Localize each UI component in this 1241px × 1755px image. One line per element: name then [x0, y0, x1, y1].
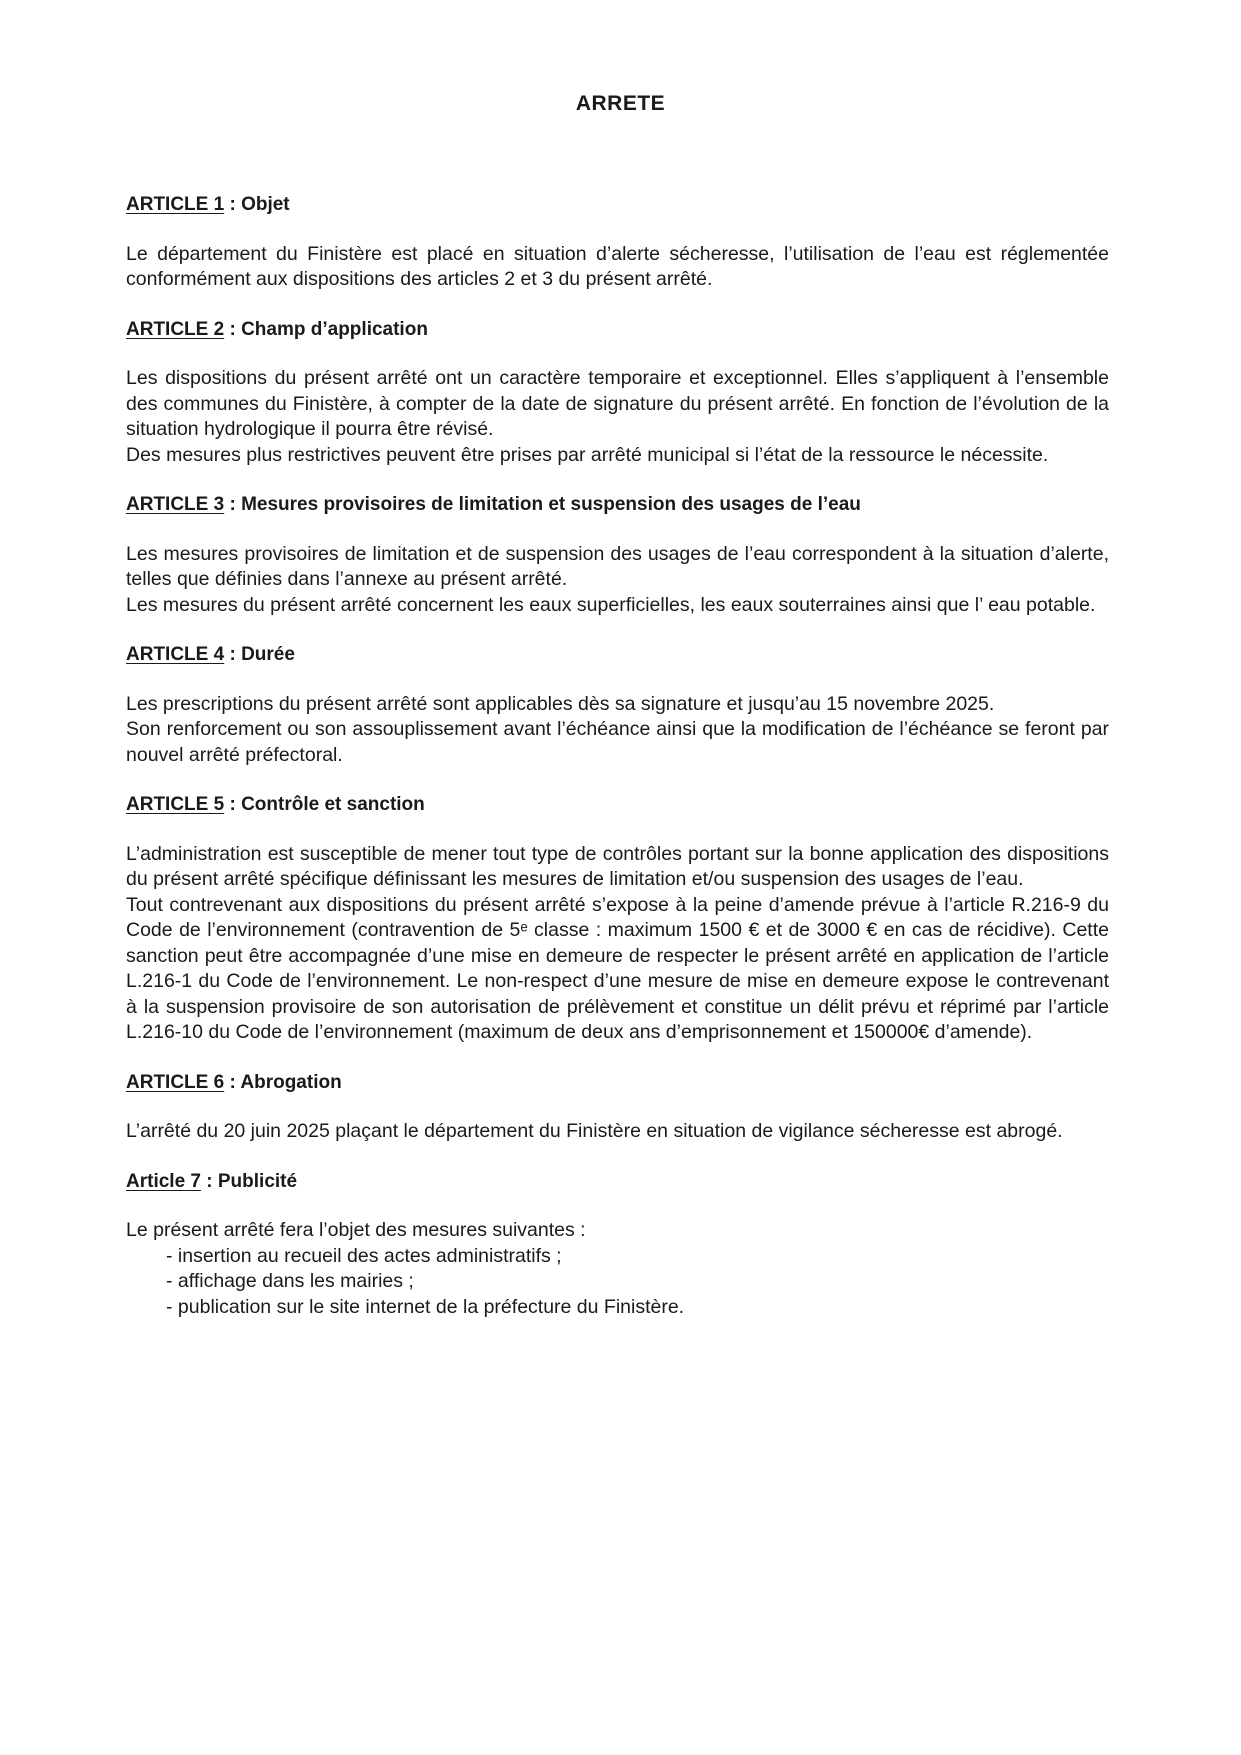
- article-name: Durée: [241, 644, 295, 665]
- article-paragraph: Le département du Finistère est placé en situation d’alerte sécheresse, l’utilisation de l’eau est réglementée conformément aux dispositions des articles 2 et 3 du présent arrêté.: [126, 242, 1109, 290]
- article-3: [126, 492, 1109, 618]
- article-paragraph: L’administration est susceptible de mener tout type de contrôles portant sur la bonne application des dispositions du présent arrêté spécifique définissant les mesures de limitation et/ou suspension des usages de l’eau.: [126, 842, 1109, 890]
- article-number: ARTICLE 5: [126, 794, 225, 815]
- article-number: ARTICLE 3: [126, 494, 225, 515]
- article-heading: [126, 317, 1109, 343]
- article-paragraph: Les mesures du présent arrêté concernent les eaux superficielles, les eaux souterraines ainsi que l’ eau potable.: [126, 593, 1096, 616]
- article-paragraph: Les mesures provisoires de limitation et de suspension des usages de l’eau correspondent à la situation d’alerte, telles que définies dans l’annexe au présent arrêté.: [126, 542, 1109, 590]
- article-paragraph: Le présent arrêté fera l’objet des mesures suivantes :: [126, 1219, 586, 1241]
- article-name: Mesures provisoires de limitation et suspension des usages de l’eau: [241, 494, 861, 515]
- article-separator: :: [224, 194, 242, 215]
- article-number: ARTICLE 2: [126, 318, 225, 340]
- article-number: ARTICLE 6: [126, 1071, 225, 1093]
- document-body: [126, 192, 1109, 1320]
- article-number: ARTICLE 1: [126, 194, 225, 215]
- article-1: [126, 192, 1109, 293]
- article-4: [126, 642, 1109, 768]
- article-paragraph: Des mesures plus restrictives peuvent être prises par arrêté municipal si l’état de la ressource le nécessite.: [126, 443, 1049, 466]
- list-item: - publication sur le site internet de la préfecture du Finistère.: [166, 1295, 685, 1318]
- article-heading: [126, 1070, 1109, 1096]
- article-number: ARTICLE 4: [126, 644, 225, 665]
- article-heading: [126, 642, 1109, 668]
- article-separator: :: [200, 1170, 218, 1192]
- article-number: Article 7: [126, 1170, 201, 1192]
- list-item: - insertion au recueil des actes administratifs ;: [166, 1244, 562, 1267]
- article-paragraph: L’arrêté du 20 juin 2025 plaçant le département du Finistère en situation de vigilance sécheresse est abrogé.: [126, 1120, 1063, 1142]
- article-name: Champ d’application: [241, 318, 428, 340]
- article-name: Publicité: [217, 1170, 298, 1192]
- article-paragraph: Les prescriptions du présent arrêté sont applicables dès sa signature et jusqu’au 15 novembre 2025.: [126, 692, 995, 715]
- article-name: Abrogation: [240, 1071, 342, 1093]
- article-name: Objet: [241, 194, 290, 215]
- article-6: [126, 1070, 1109, 1145]
- publicity-list: [126, 1244, 1109, 1321]
- article-separator: :: [224, 1071, 241, 1093]
- article-separator: :: [224, 318, 242, 340]
- article-2: [126, 317, 1109, 469]
- article-7: [126, 1169, 1109, 1321]
- article-paragraph: Son renforcement ou son assouplissement avant l’échéance ainsi que la modification de l’échéance se feront par nouvel arrêté préfectoral.: [126, 718, 1109, 766]
- article-separator: :: [224, 794, 242, 815]
- article-heading: [126, 792, 1109, 818]
- article-separator: :: [224, 494, 242, 515]
- article-name: Contrôle et sanction: [241, 794, 425, 815]
- article-heading: [126, 1169, 1109, 1195]
- article-heading: [126, 192, 1109, 218]
- list-item: - affichage dans les mairies ;: [166, 1270, 414, 1292]
- article-paragraph: Les dispositions du présent arrêté ont un caractère temporaire et exceptionnel. Elles s’appliquent à l’ensemble des communes du Finistère, à compter de la date de signature du présent arrêté. En fonction de l’évolution de la situation hydrologique il pourra être révisé.: [126, 367, 1109, 440]
- document-title: ARRETE: [575, 92, 666, 115]
- article-separator: :: [224, 644, 242, 665]
- article-5: [126, 792, 1109, 1046]
- article-heading: [126, 492, 1109, 518]
- article-paragraph: Tout contrevenant aux dispositions du présent arrêté s’expose à la peine d’amende prévue à l’article R.216-9 du Code de l’environnement (contravention de 5ᵉ classe : maximum 1500 € et de 3000 € en cas de récidive). Cette sanction peut être accompagnée d’une mise en demeure de respecter le présent arrêté en application de l’article L.216-1 du Code de l’environnement. Le non-respect d’une mesure de mise en demeure expose le contrevenant à la suspension provisoire de son autorisation de prélèvement et constitue un délit prévu et réprimé par l’article L.216-10 du Code de l’environnement (maximum de deux ans d’emprisonnement et 150000€ d’amende).: [126, 893, 1109, 1043]
